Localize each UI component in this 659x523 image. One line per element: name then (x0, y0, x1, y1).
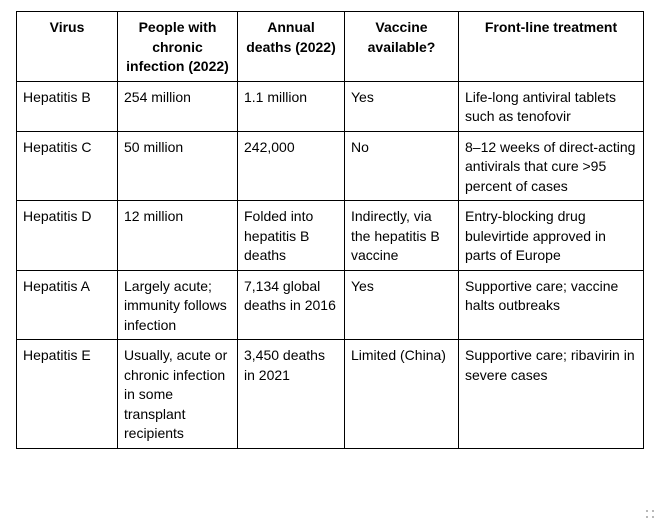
table-header-row (17, 12, 644, 82)
cell-vaccine: Yes (345, 270, 459, 340)
cell-vaccine: No (345, 131, 459, 201)
cell-people: Usually, acute or chronic infection in some transplant recipients (118, 340, 238, 449)
cell-vaccine: Yes (345, 81, 459, 131)
cell-deaths: 7,134 global deaths in 2016 (238, 270, 345, 340)
header-virus: Virus (17, 12, 118, 82)
cell-virus: Hepatitis E (17, 340, 118, 449)
cell-treatment: Supportive care; ribavirin in severe cases (459, 340, 644, 449)
cell-treatment: 8–12 weeks of direct-acting antivirals that cure >95 percent of cases (459, 131, 644, 201)
header-annual-deaths: Annual deaths (2022) (238, 12, 345, 82)
hepatitis-comparison-table (16, 11, 644, 449)
cell-vaccine: Limited (China) (345, 340, 459, 449)
cell-treatment: Life-long antiviral tablets such as tenofovir (459, 81, 644, 131)
header-vaccine-available: Vaccine available? (345, 12, 459, 82)
cell-virus: Hepatitis D (17, 201, 118, 271)
cell-people: Largely acute; immunity follows infection (118, 270, 238, 340)
resize-grip-icon[interactable] (646, 510, 656, 520)
cell-treatment: Entry-blocking drug bulevirtide approved in parts of Europe (459, 201, 644, 271)
cell-vaccine: Indirectly, via the hepatitis B vaccine (345, 201, 459, 271)
table-row (17, 131, 644, 201)
cell-virus: Hepatitis B (17, 81, 118, 131)
table-row (17, 81, 644, 131)
header-people-chronic: People with chronic infection (2022) (118, 12, 238, 82)
table-row (17, 340, 644, 449)
cell-deaths: 242,000 (238, 131, 345, 201)
cell-treatment: Supportive care; vaccine halts outbreaks (459, 270, 644, 340)
cell-people: 50 million (118, 131, 238, 201)
cell-people: 12 million (118, 201, 238, 271)
cell-virus: Hepatitis A (17, 270, 118, 340)
table-row (17, 270, 644, 340)
table-row (17, 201, 644, 271)
cell-people: 254 million (118, 81, 238, 131)
cell-virus: Hepatitis C (17, 131, 118, 201)
cell-deaths: 3,450 deaths in 2021 (238, 340, 345, 449)
cell-deaths: 1.1 million (238, 81, 345, 131)
cell-deaths: Folded into hepatitis B deaths (238, 201, 345, 271)
header-front-line-treatment: Front-line treatment (459, 12, 644, 82)
